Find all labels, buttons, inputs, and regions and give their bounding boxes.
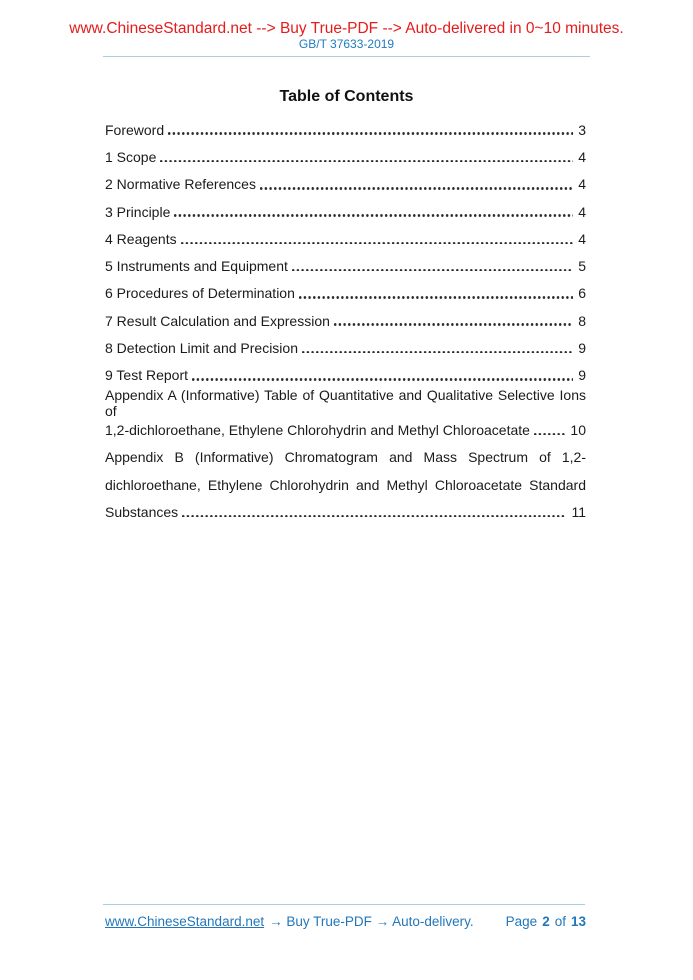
promo-banner: www.ChineseStandard.net --> Buy True-PDF --> Auto-delivered in 0~10 minutes. bbox=[69, 20, 624, 37]
toc-entry-page: 4 bbox=[578, 148, 586, 165]
dot-leader bbox=[160, 160, 573, 163]
toc-entry-page: 4 bbox=[578, 176, 586, 193]
toc-entry-label: 1,2-dichloroethane, Ethylene Chlorohydrin and Methyl Chloroacetate bbox=[105, 421, 530, 438]
toc-entry-page: 10 bbox=[570, 421, 586, 438]
of-word: of bbox=[554, 914, 566, 929]
dot-leader bbox=[192, 378, 573, 381]
table-of-contents bbox=[105, 116, 586, 525]
toc-entry-page: 9 bbox=[578, 367, 586, 384]
page-total: 13 bbox=[570, 914, 586, 929]
toc-entry-test-report bbox=[105, 362, 586, 389]
toc-entry-page: 4 bbox=[578, 230, 586, 247]
dot-leader bbox=[182, 515, 566, 518]
standard-number: GB/T 37633-2019 bbox=[298, 37, 395, 51]
page-indicator bbox=[506, 914, 586, 929]
toc-entry-normative-references bbox=[105, 171, 586, 198]
toc-entry-appendix-b-line2 bbox=[105, 471, 586, 498]
toc-entry-label: Appendix A (Informative) Table of Quantitative and Qualitative Selective Ions of bbox=[105, 386, 586, 419]
dot-leader bbox=[299, 296, 573, 299]
dot-leader bbox=[334, 323, 573, 326]
toc-entry-label: Appendix B (Informative) Chromatogram and Mass Spectrum of 1,2- bbox=[105, 449, 586, 466]
page-current: 2 bbox=[542, 914, 550, 929]
toc-entry-page: 3 bbox=[578, 121, 586, 138]
toc-entry-foreword bbox=[105, 116, 586, 143]
toc-entry-label: 8 Detection Limit and Precision bbox=[105, 340, 298, 357]
toc-entry-label: 4 Reagents bbox=[105, 230, 177, 247]
toc-entry-label: dichloroethane, Ethylene Chlorohydrin and Methyl Chloroacetate Standard bbox=[105, 476, 586, 493]
toc-entry-page: 9 bbox=[578, 340, 586, 357]
toc-entry-label: 6 Procedures of Determination bbox=[105, 285, 295, 302]
toc-entry-detection-limit bbox=[105, 334, 586, 361]
dot-leader bbox=[534, 433, 566, 436]
toc-entry-principle bbox=[105, 198, 586, 225]
toc-entry-label: 5 Instruments and Equipment bbox=[105, 258, 288, 275]
footer-divider bbox=[103, 904, 585, 905]
toc-entry-appendix-b-line3 bbox=[105, 498, 586, 525]
dot-leader bbox=[174, 214, 573, 217]
toc-entry-label: 3 Principle bbox=[105, 203, 171, 220]
toc-entry-appendix-a-line2 bbox=[105, 416, 586, 443]
page-word: Page bbox=[505, 914, 538, 929]
toc-entry-reagents bbox=[105, 225, 586, 252]
header-divider bbox=[103, 56, 590, 57]
toc-entry-label: 9 Test Report bbox=[105, 367, 189, 384]
footer-promo bbox=[105, 914, 474, 929]
toc-entry-page: 4 bbox=[578, 203, 586, 220]
toc-entry-label: Substances bbox=[105, 503, 179, 520]
toc-entry-scope bbox=[105, 143, 586, 170]
footer-tagline: → Buy True-PDF → Auto-delivery. bbox=[269, 914, 474, 929]
toc-entry-label: 2 Normative References bbox=[105, 176, 256, 193]
toc-entry-instruments-equipment bbox=[105, 252, 586, 279]
toc-entry-page: 5 bbox=[578, 258, 586, 275]
toc-entry-page: 6 bbox=[578, 285, 586, 302]
page-title: Table of Contents bbox=[279, 88, 414, 105]
dot-leader bbox=[181, 242, 574, 245]
toc-entry-procedures-determination bbox=[105, 280, 586, 307]
toc-entry-label: 1 Scope bbox=[105, 148, 157, 165]
footer bbox=[105, 914, 586, 929]
toc-entry-result-calculation bbox=[105, 307, 586, 334]
dot-leader bbox=[302, 351, 573, 354]
toc-entry-label: 7 Result Calculation and Expression bbox=[105, 312, 330, 329]
dot-leader bbox=[168, 132, 573, 135]
toc-entry-appendix-a-line1 bbox=[105, 386, 586, 419]
footer-link[interactable]: www.ChineseStandard.net bbox=[105, 914, 265, 929]
toc-entry-page: 8 bbox=[578, 312, 586, 329]
dot-leader bbox=[292, 269, 573, 272]
toc-entry-appendix-b-line1 bbox=[105, 444, 586, 471]
toc-entry-label: Foreword bbox=[105, 121, 165, 138]
dot-leader bbox=[260, 187, 573, 190]
toc-entry-page: 11 bbox=[571, 503, 586, 520]
